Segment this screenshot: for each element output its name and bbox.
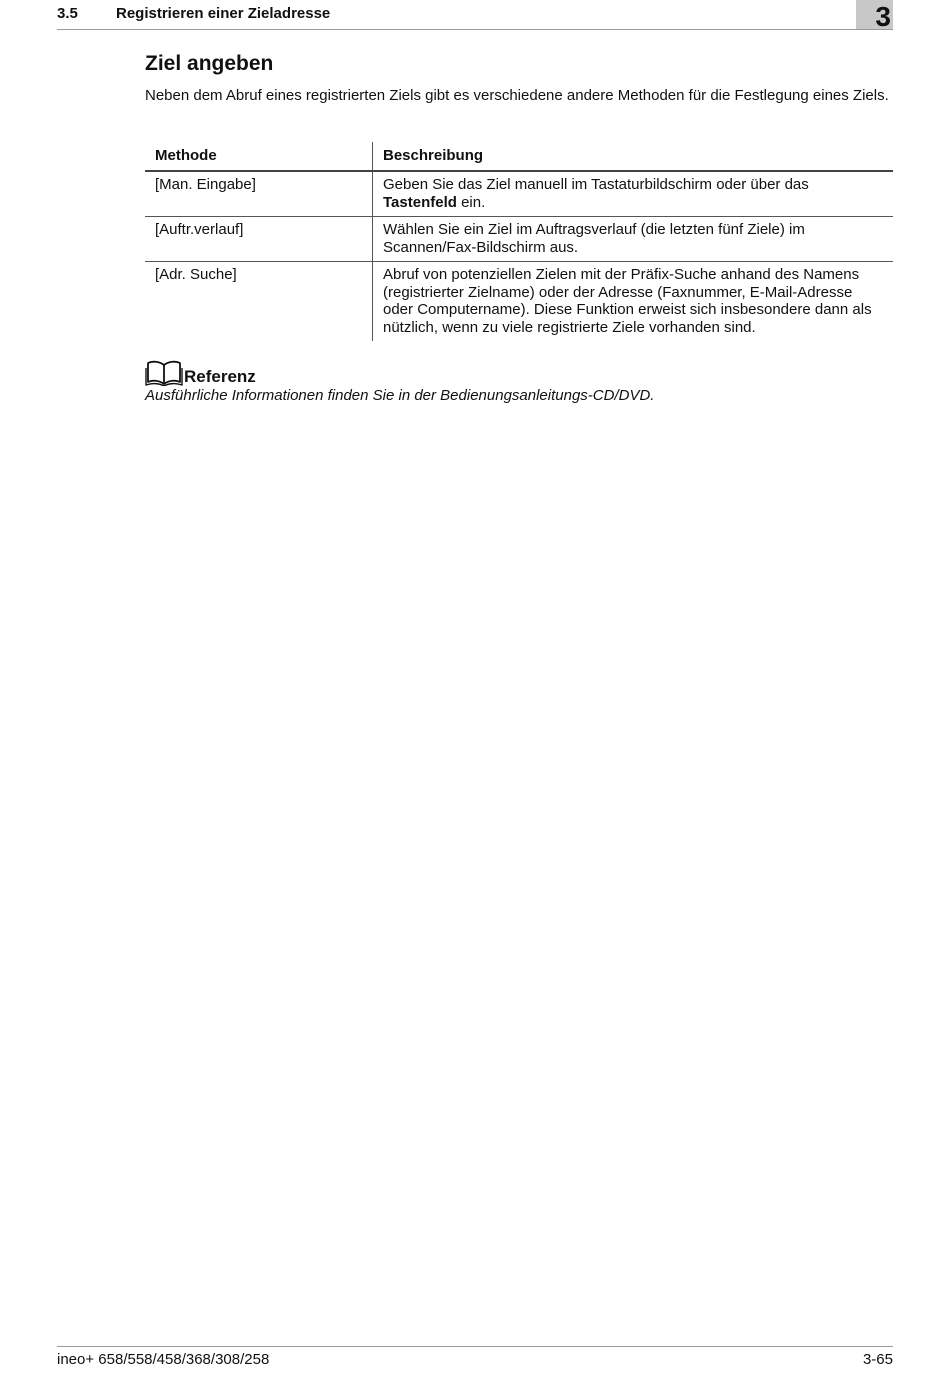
method-cell: [Man. Eingabe] [145,171,373,217]
chapter-tab [856,0,893,32]
description-cell [373,171,894,217]
column-header-method: Methode [145,142,373,171]
section-number: 3.5 [57,5,78,22]
page-number: 3-65 [862,1351,893,1368]
section-title: Registrieren einer Zieladresse [116,5,331,22]
column-header-description: Beschreibung [373,142,894,171]
description-bold-term: Tastenfeld [383,193,457,211]
method-cell: [Adr. Suche] [145,262,373,342]
table-header-row [145,142,893,171]
intro-paragraph: Neben dem Abruf eines registrierten Ziels gibt es verschiedene andere Methoden für die Festlegung eines Ziels. [145,87,889,104]
description-text: ein. [456,193,486,211]
page-title: Ziel angeben [145,52,274,75]
method-table [145,142,893,341]
chapter-number: 3 [875,1,891,32]
description-cell: Wählen Sie ein Ziel im Auftragsverlauf (die letzten fünf Ziele) im Scannen/Fax-Bildschirm aus. [373,217,894,262]
description-text: Geben Sie das Ziel manuell im Tastaturbildschirm oder über das [383,176,809,193]
description-cell: Abruf von potenziellen Zielen mit der Präfix-Suche anhand des Namens (registrierter Zielname) oder der Adresse (Faxnummer, E-Mail-Adresse oder Computername). Diese Funktion erweist sich insbesondere dann als nützlich, wenn zu viele registrierte Ziele vorhanden sind. [383,266,872,336]
method-cell: [Auftr.verlauf] [145,217,373,262]
page-header [57,0,893,30]
table-row [145,262,893,342]
table-row [145,217,893,262]
reference-text: Ausführliche Informationen finden Sie in der Bedienungsanleitungs-CD/DVD. [145,387,655,404]
table-row [145,171,893,217]
footer-model: ineo+ 658/558/458/368/308/258 [57,1351,270,1368]
page-footer [57,1346,893,1372]
reference-title: Referenz [184,367,256,386]
